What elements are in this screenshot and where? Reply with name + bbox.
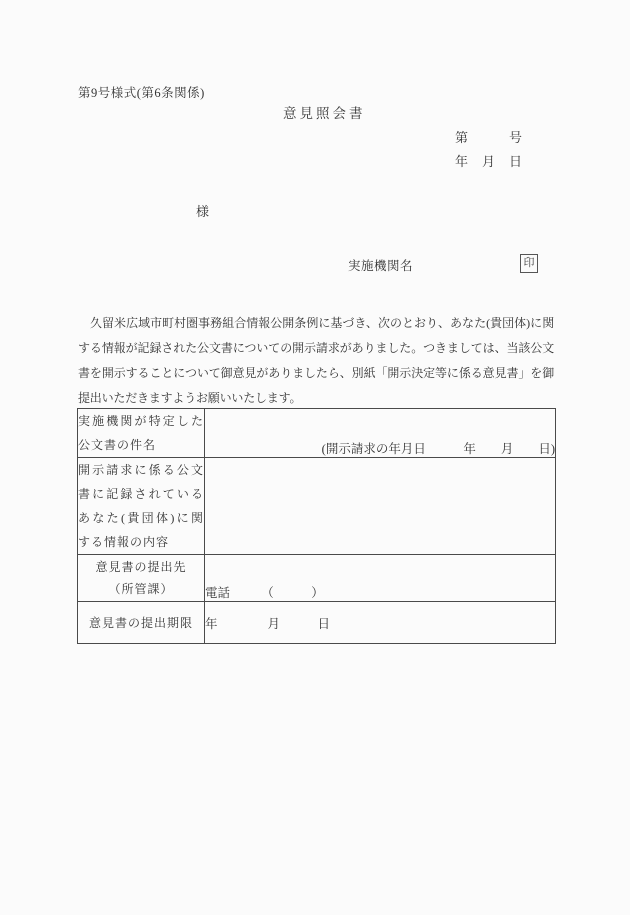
addressee-suffix: 様 — [196, 204, 210, 219]
table-row-submission-address — [78, 555, 556, 602]
row-label-specified-document: 実施機関が特定した公文書の件名 — [78, 409, 205, 458]
row-label-recorded-information: 開示請求に係る公文書に記録されているあなた(貴団体)に関する情報の内容 — [78, 458, 205, 555]
seal-stamp: 印 — [520, 254, 538, 273]
row-label-submission-address — [78, 555, 205, 602]
document-number-line — [455, 127, 522, 146]
row-value-request-date: (開示請求の年月日 年 月 日) — [205, 409, 556, 458]
table-row-document-title — [78, 409, 556, 458]
table-row-information-content — [78, 458, 556, 555]
form-number: 第9号様式(第6条関係) — [78, 86, 205, 100]
row-label-submission-deadline: 意見書の提出期限 — [78, 602, 205, 644]
table-row-submission-deadline — [78, 602, 556, 644]
agency-name-label: 実施機関名 — [348, 259, 414, 273]
date-month-label: 月 — [481, 154, 495, 169]
date-line — [455, 151, 522, 170]
row-value-deadline-date: 年 月 日 — [205, 602, 556, 644]
date-day-label: 日 — [508, 154, 522, 169]
submission-address-line2: （所管課） — [108, 582, 174, 596]
date-year-label: 年 — [455, 154, 469, 169]
doc-number-prefix: 第 — [455, 130, 469, 145]
row-value-phone: 電話 （ ） — [205, 555, 556, 602]
info-table — [77, 408, 556, 644]
row-value-information-content — [205, 458, 556, 555]
submission-address-line1: 意見書の提出先 — [95, 560, 187, 574]
doc-number-suffix: 号 — [508, 130, 522, 145]
body-paragraph: 久留米広域市町村圏事務組合情報公開条例に基づき、次のとおり、あなた(貴団体)に関する情報が記録された公文書についての開示請求がありました。つきましては、当該公文書を開示することについて御意見がありましたら、別紙「開示決定等に係る意見書」を御提出いただきますようお願いいたします。 — [78, 316, 554, 405]
document-title: 意見照会書 — [283, 106, 366, 121]
